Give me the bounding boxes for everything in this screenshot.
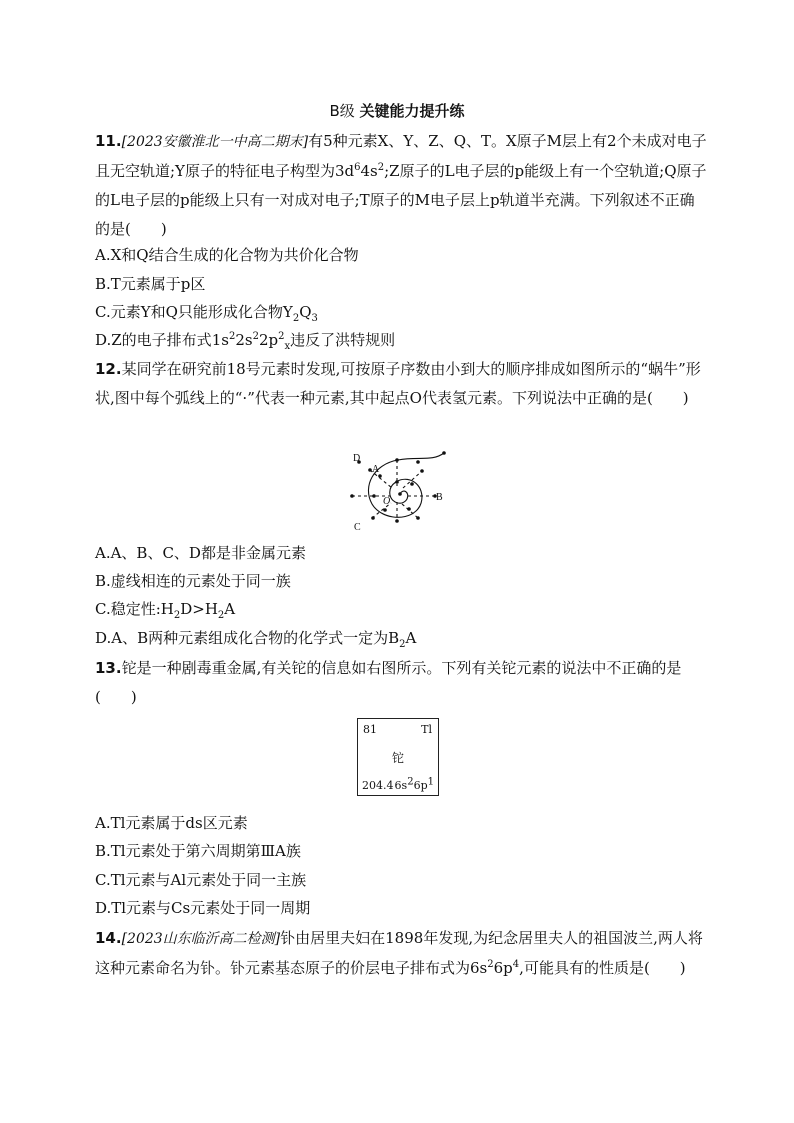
label-b: B [436, 492, 443, 503]
section-level: B级 [329, 102, 355, 120]
element-name: 铊 [391, 751, 404, 765]
question-11-option-c: C.元素Y和Q只能形成化合物$Y_2Q_3$ [95, 303, 318, 324]
atomic-mass: 204.4 [362, 779, 394, 792]
question-number: 12. [95, 360, 122, 378]
question-13-option-d: D.Tl元素与Cs元素处于同一周期 [95, 899, 311, 917]
question-14-stem: 14.[2023山东临沂高二检测]钋由居里夫妇在1898年发现,为纪念居里夫人的祖国波兰,两人将这种元素命名为钋。钋元素基态原子的价层电子排布式为$6s^26p^4$,可能具有的性质是( ) [95, 929, 703, 977]
question-13-option-b: B.Tl元素处于第六周期第ⅢA族 [95, 842, 301, 860]
question-13-stem: 13.铊是一种剧毒重金属,有关铊的信息如右图所示。下列有关铊元素的说法中不正确的是( ) [95, 659, 682, 706]
question-13-option-a: A.Tl元素属于ds区元素 [95, 814, 248, 832]
question-11-option-d: D.Z的电子排布式$1s^22s^22p^2_x$违反了洪特规则 [95, 331, 396, 352]
question-11-option-a: A.X和Q结合生成的化合物为共价化合物 [95, 246, 359, 264]
dashed-lines [352, 460, 435, 521]
thallium-element-card [357, 718, 439, 796]
question-source: [2023安徽淮北一中高二期末] [121, 134, 309, 150]
electron-config: $6s^26p^1$ [394, 776, 434, 792]
spiral-curve [368, 453, 444, 517]
question-12-option-c: C.稳定性$:H_2D>H_2A$ [95, 600, 236, 621]
label-c: C [354, 522, 361, 532]
question-13-option-c: C.Tl元素与Al元素处于同一主族 [95, 871, 307, 889]
question-source: [2023山东临沂高二检测] [121, 931, 281, 947]
question-12-option-d: D.A、B两种元素组成化合物的化学式一定为$B_2A$ [95, 629, 417, 650]
question-12-stem: 12.某同学在研究前18号元素时发现,可按原子序数由小到大的顺序排成如图所示的“蜗牛”形状,图中每个弧线上的“·”代表一种元素,其中起点O代表氢元素。下列说法中正确的是( ) [95, 360, 701, 407]
question-number: 13. [95, 659, 122, 677]
question-number: 11. [95, 132, 122, 150]
label-a: A [372, 464, 380, 475]
question-12-option-a: A.A、B、C、D都是非金属元素 [95, 544, 306, 562]
label-d: D [353, 453, 361, 464]
element-symbol: Tl [421, 723, 432, 736]
question-11-option-b: B.T元素属于p区 [95, 275, 206, 293]
atomic-number: 81 [363, 723, 377, 736]
snail-spiral-diagram [340, 446, 460, 532]
question-12-option-b: B.虚线相连的元素处于同一族 [95, 572, 291, 590]
section-title [0, 100, 794, 121]
question-number: 14. [95, 929, 122, 947]
element-dots [350, 451, 446, 523]
section-heading: 关键能力提升练 [359, 102, 465, 120]
label-o: O [383, 496, 391, 507]
question-11-stem: 11.[2023安徽淮北一中高二期末]有5种元素X、Y、Z、Q、T。X原子M层上有2个未成对电子且无空轨道;Y原子的特征电子构型为$3d^64s^2;Z$原子的L电子层的p能级上有一个空轨道;Q原子的L电子层的p能级上只有一对成对电子;T原子的M电子层上p轨道半充满。下列叙述不正确的是( ) [95, 132, 707, 238]
